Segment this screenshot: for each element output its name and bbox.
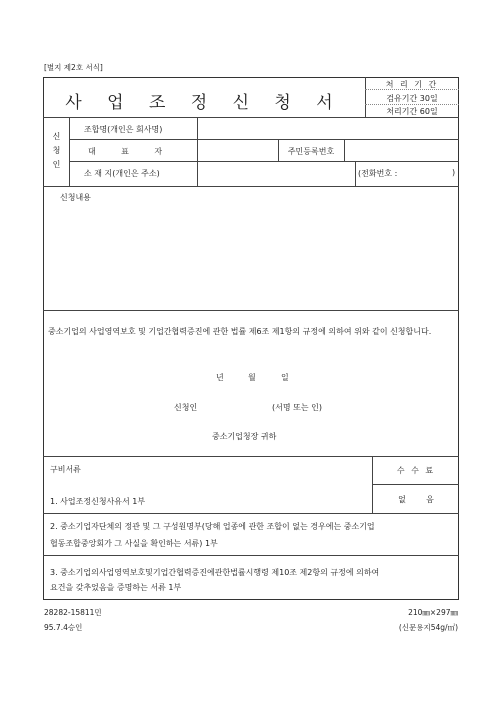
documents-header: 구비서류 [50, 465, 81, 474]
divider [69, 161, 459, 162]
document-item-1: 1. 사업조정신청사유서 1부 [50, 497, 146, 506]
applicant-sign-field[interactable] [205, 398, 267, 414]
resident-no-field[interactable] [346, 141, 457, 160]
applicant-label-char: 인 [52, 160, 61, 169]
processing-header: 처 리 기 간 [385, 80, 439, 89]
divider [43, 456, 459, 457]
document-item-3a: 3. 중소기업의사업영역보호및기업간협력증진에관한법률시행령 제10조 제2항의 규정에 의하여 [50, 568, 380, 577]
divider [372, 484, 459, 485]
divider [197, 117, 198, 186]
footer-size: 210㎜×297㎜ [408, 608, 458, 617]
applicant-label-char: 신 [52, 132, 61, 141]
divider [43, 186, 459, 187]
divider [355, 161, 356, 186]
divider [43, 117, 459, 118]
form-label: [별지 제2호 서식] [44, 63, 103, 72]
date-year: 년 [216, 373, 224, 382]
divider [69, 117, 70, 186]
divider [365, 104, 459, 105]
fee-value: 없 음 [398, 495, 434, 504]
address-field[interactable] [199, 163, 353, 183]
resident-no-label: 주민등록번호 [287, 147, 335, 156]
applicant-sign-label: 신청인 [174, 403, 198, 412]
representative-label: 대 표 자 [88, 147, 163, 156]
fee-header: 수 수 료 [396, 466, 436, 475]
applicant-label-char: 청 [52, 146, 61, 155]
document-item-2b: 협동조합중앙회가 그 사실을 확인하는 서류) 1부 [50, 539, 218, 548]
divider [43, 513, 459, 514]
divider [43, 555, 459, 556]
footer-paper: (신문용지54g/㎡) [398, 623, 458, 632]
divider [69, 139, 459, 140]
request-content-label: 신청내용 [60, 193, 91, 202]
phone-label: (전화번호 : [358, 169, 398, 178]
request-content-field[interactable] [46, 205, 456, 305]
document-item-2a: 2. 중소기업자단체의 정관 및 그 구성원명부(당해 업종에 관한 조합이 없는 경우에는 중소기업 [50, 522, 375, 531]
address-label: 소 재 지(개인은 주소) [84, 169, 160, 178]
form-title: 사 업 조 정 신 청 서 [65, 93, 343, 113]
representative-field[interactable] [199, 141, 277, 160]
review-period: 검유기간 30일 [386, 94, 438, 103]
date-month: 월 [248, 373, 256, 382]
declaration-text: 중소기업의 사업영역보호 및 기업간협력증진에 관한 법률 제6조 제1항의 규정에 의하여 위와 같이 신청합니다. [48, 327, 432, 336]
document-item-3b: 요건을 갖추었음을 증명하는 서류 1부 [50, 583, 182, 592]
union-name-field[interactable] [199, 119, 457, 136]
date-day: 일 [281, 373, 289, 382]
footer-code: 28282-15811민 [44, 608, 102, 617]
sign-note: (서명 또는 인) [272, 403, 322, 412]
union-name-label: 조합명(개인은 회사명) [84, 125, 163, 134]
divider [344, 139, 345, 161]
footer-approval: 95.7.4승인 [44, 623, 83, 632]
phone-close: ) [452, 168, 456, 177]
applicant-section-label [44, 130, 69, 172]
addressee: 중소기업청장 귀하 [212, 432, 277, 441]
process-period: 처리기간 60일 [386, 107, 438, 116]
divider [43, 310, 459, 311]
